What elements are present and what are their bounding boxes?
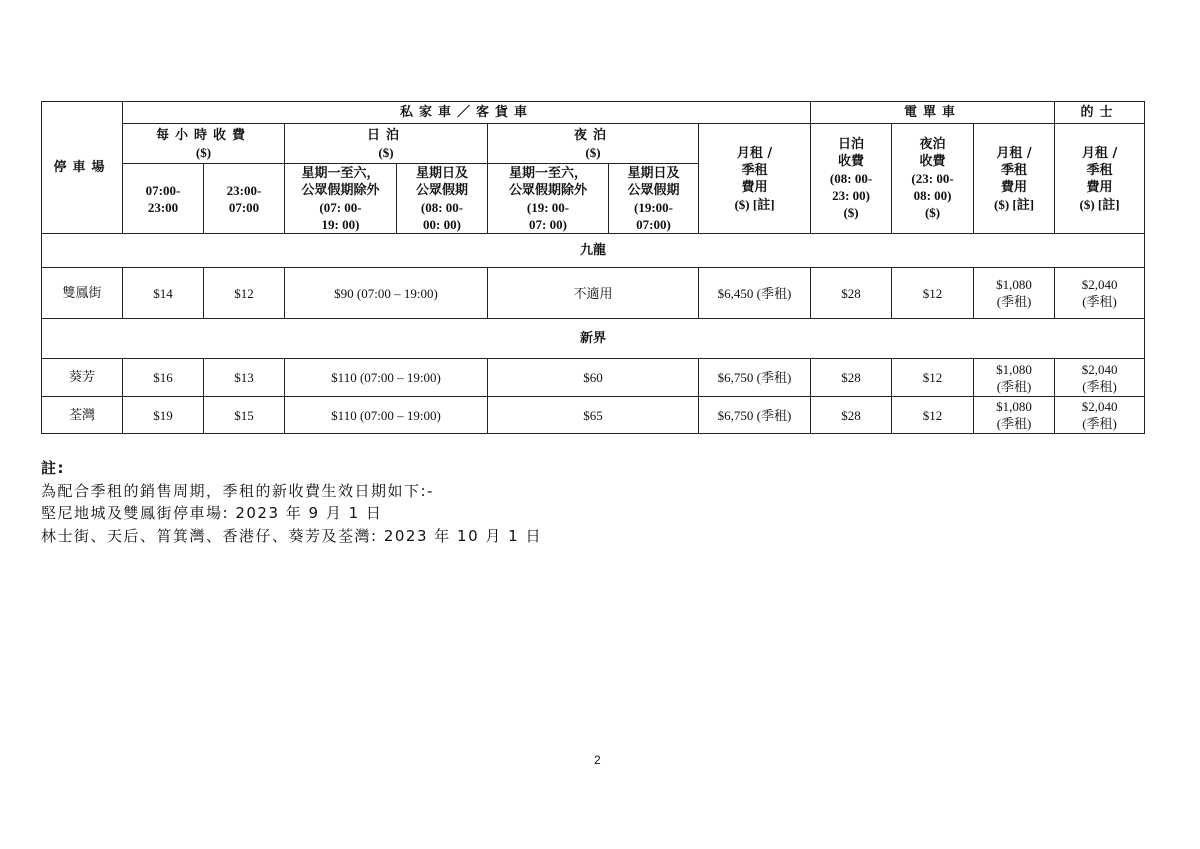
table-row: [42, 359, 1145, 397]
night-park-header: 夜泊 ($): [488, 124, 699, 164]
day-park-header: 日泊 ($): [285, 124, 488, 164]
hourly-fee-day: $16: [123, 359, 204, 397]
moto-monthly-header: 月租 / 季租 費用 ($) [註]: [974, 124, 1055, 234]
night-weekday-header: 星期一至六， 公眾假期除外 (19: 00- 07: 00): [488, 164, 609, 234]
taxi-monthly-header: 月租 / 季租 費用 ($) [註]: [1055, 124, 1145, 234]
carpark-name: 荃灣: [42, 397, 123, 434]
moto-day-header: 日泊 收費 (08: 00- 23: 00) ($): [811, 124, 892, 234]
note-line: 堅尼地城及雙鳳街停車場: 2023 年 9 月 1 日: [41, 504, 383, 522]
monthly-fee-header: 月租 / 季租 費用 ($) [註]: [699, 124, 811, 234]
carpark-name: 葵芳: [42, 359, 123, 397]
private-car-header: 私家車／客貨車: [123, 102, 811, 124]
moto-monthly-fee: $1,080 (季租): [974, 397, 1055, 434]
moto-day-fee: $28: [811, 268, 892, 319]
hourly-fee-night: $15: [204, 397, 285, 434]
hour-2-header: 23:00- 07:00: [204, 164, 285, 234]
hourly-fee-night: $13: [204, 359, 285, 397]
region-header: 九龍: [42, 234, 1145, 268]
region-header: 新界: [42, 319, 1145, 359]
monthly-fee: $6,750 (季租): [699, 397, 811, 434]
night-holiday-header: 星期日及 公眾假期 (19:00- 07:00): [609, 164, 699, 234]
day-weekday-header: 星期一至六， 公眾假期除外 (07: 00- 19: 00): [285, 164, 397, 234]
moto-night-fee: $12: [892, 268, 974, 319]
moto-night-fee: $12: [892, 359, 974, 397]
monthly-fee: $6,450 (季租): [699, 268, 811, 319]
moto-day-fee: $28: [811, 397, 892, 434]
night-park-fee: 不適用: [488, 268, 699, 319]
page-number: 2: [594, 753, 601, 767]
hourly-header: 每小時收費 ($): [123, 124, 285, 164]
carpark-header: 停車場: [42, 102, 123, 234]
moto-night-fee: $12: [892, 397, 974, 434]
night-park-fee: $60: [488, 359, 699, 397]
notes-section: [41, 457, 542, 547]
parking-fee-table: [41, 101, 1145, 434]
table-row: [42, 397, 1145, 434]
taxi-monthly-fee: $2,040 (季租): [1055, 268, 1145, 319]
moto-monthly-fee: $1,080 (季租): [974, 268, 1055, 319]
note-line: 林士街、天后、筲箕灣、香港仔、葵芳及荃灣: 2023 年 10 月 1 日: [41, 526, 542, 545]
monthly-fee: $6,750 (季租): [699, 359, 811, 397]
moto-monthly-fee: $1,080 (季租): [974, 359, 1055, 397]
carpark-name: 雙鳳街: [42, 268, 123, 319]
motorcycle-header: 電單車: [811, 102, 1055, 124]
moto-night-header: 夜泊 收費 (23: 00- 08: 00) ($): [892, 124, 974, 234]
moto-day-fee: $28: [811, 359, 892, 397]
day-park-fee: $110 (07:00 – 19:00): [285, 359, 488, 397]
note-line: 為配合季租的銷售周期，季租的新收費生效日期如下:-: [41, 481, 434, 500]
hourly-fee-day: $19: [123, 397, 204, 434]
hourly-fee-day: $14: [123, 268, 204, 319]
hourly-fee-night: $12: [204, 268, 285, 319]
day-holiday-header: 星期日及 公眾假期 (08: 00- 00: 00): [397, 164, 488, 234]
taxi-header: 的士: [1055, 102, 1145, 124]
day-park-fee: $110 (07:00 – 19:00): [285, 397, 488, 434]
notes-title: 註:: [41, 459, 65, 477]
day-park-fee: $90 (07:00 – 19:00): [285, 268, 488, 319]
night-park-fee: $65: [488, 397, 699, 434]
taxi-monthly-fee: $2,040 (季租): [1055, 397, 1145, 434]
taxi-monthly-fee: $2,040 (季租): [1055, 359, 1145, 397]
table-row: [42, 268, 1145, 319]
hour-1-header: 07:00- 23:00: [123, 164, 204, 234]
